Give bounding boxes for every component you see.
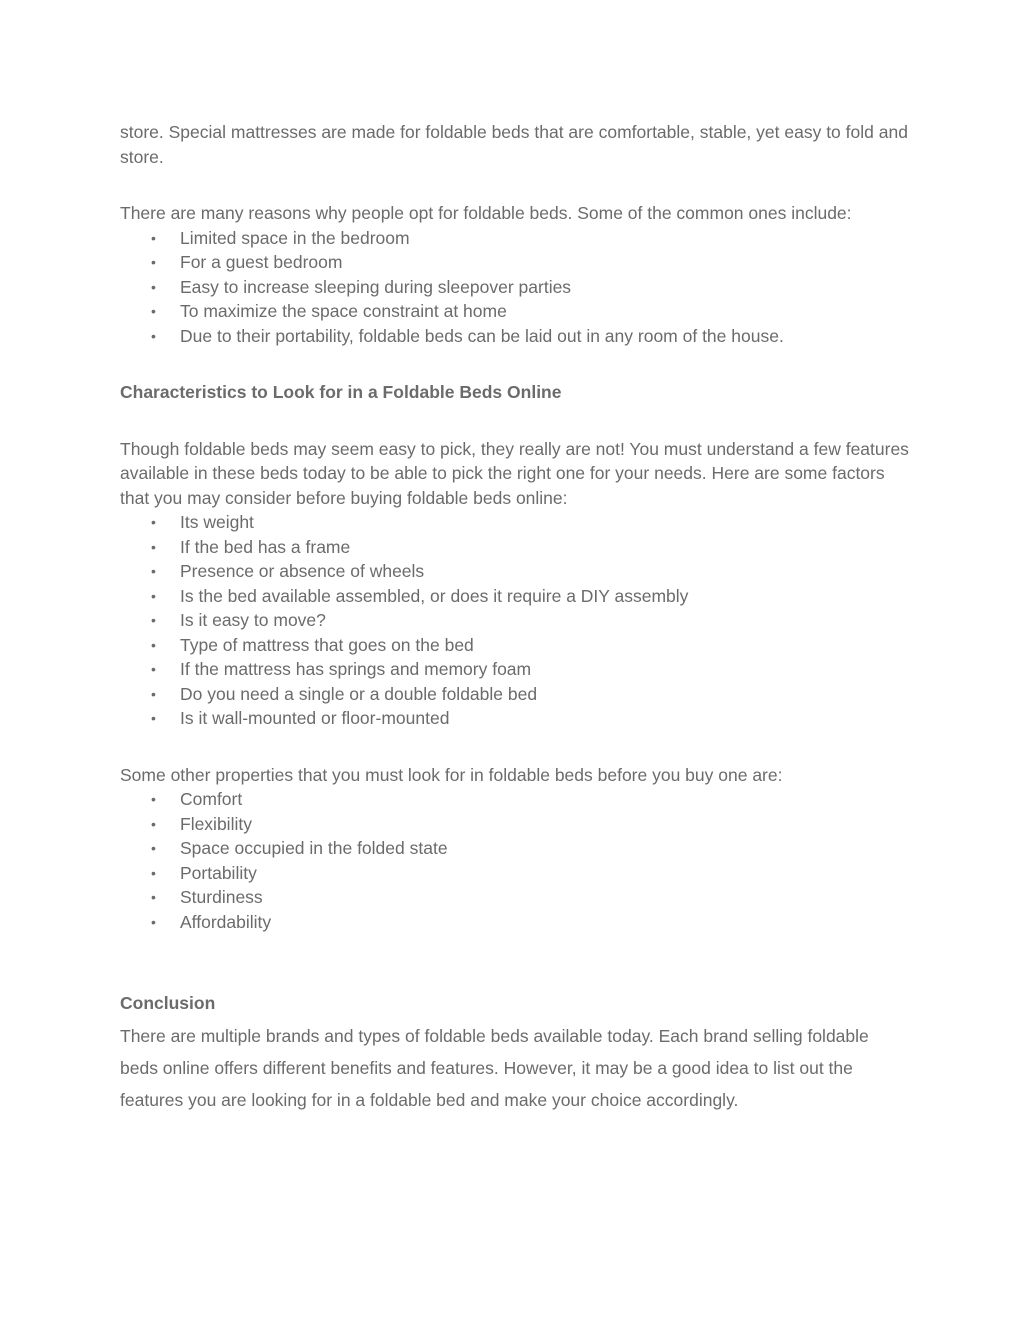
list-item: • Space occupied in the folded state (120, 836, 910, 861)
list-item: • Its weight (120, 510, 910, 535)
bullet-icon: • (151, 636, 156, 653)
bullet-icon: • (151, 815, 156, 832)
list-item: • To maximize the space constraint at home (120, 299, 910, 324)
bullet-icon: • (151, 514, 156, 530)
list-item: • Presence or absence of wheels (120, 559, 910, 584)
reasons-list (120, 226, 910, 349)
bullet-icon: • (151, 864, 156, 881)
characteristics-heading: Characteristics to Look for in a Foldable Beds Online (120, 382, 562, 402)
list-item: • Is the bed available assembled, or does it require a DIY assembly (120, 584, 910, 609)
conclusion-paragraph: There are multiple brands and types of foldable beds available today. Each brand selling foldable beds online offers different benefits and features. However, it may be a good idea to list out the features you are looking for in a foldable bed and make your choice accordingly. (120, 1025, 869, 1110)
list-item: • Flexibility (120, 812, 910, 837)
bullet-icon: • (151, 840, 156, 856)
document-page (120, 120, 910, 1116)
bullet-icon: • (151, 278, 156, 295)
bullet-icon: • (151, 661, 156, 677)
characteristics-list (120, 510, 910, 731)
bullet-icon: • (151, 229, 156, 246)
bullet-icon: • (151, 587, 156, 604)
properties-lead: Some other properties that you must look for in foldable beds before you buy one are: (120, 764, 783, 785)
bullet-icon: • (151, 913, 156, 930)
reasons-lead: There are many reasons why people opt for foldable beds. Some of the common ones include: (120, 203, 852, 223)
bullet-icon: • (151, 254, 156, 270)
list-item: • Do you need a single or a double foldable bed (120, 682, 910, 707)
bullet-icon: • (151, 538, 156, 555)
list-item: • Portability (120, 861, 910, 886)
bullet-icon: • (151, 710, 156, 726)
bullet-icon: • (151, 791, 156, 807)
list-item: • Type of mattress that goes on the bed (120, 633, 910, 658)
bullet-icon: • (151, 612, 156, 628)
bullet-icon: • (151, 563, 156, 579)
bullet-icon: • (151, 327, 156, 344)
list-item: • Easy to increase sleeping during sleepover parties (120, 275, 910, 300)
list-item: • Due to their portability, foldable beds can be laid out in any room of the house. (120, 324, 910, 349)
list-item: • Sturdiness (120, 885, 910, 910)
properties-list (120, 787, 910, 934)
list-item: • Limited space in the bedroom (120, 226, 910, 251)
bullet-icon: • (151, 303, 156, 319)
list-item: • Is it wall-mounted or floor-mounted (120, 706, 910, 731)
characteristics-lead: Though foldable beds may seem easy to pick, they really are not! You must understand a few features available in these beds today to be able to pick the right one for your needs. Here are some factors that you may consider before buying foldable beds online: (120, 438, 909, 508)
list-item: • Comfort (120, 787, 910, 812)
list-item: • For a guest bedroom (120, 250, 910, 275)
list-item: • If the bed has a frame (120, 535, 910, 560)
bullet-icon: • (151, 685, 156, 702)
intro-paragraph: store. Special mattresses are made for foldable beds that are comfortable, stable, yet easy to fold and store. (120, 122, 908, 167)
list-item: • Is it easy to move? (120, 608, 910, 633)
conclusion-heading: Conclusion (120, 993, 216, 1013)
list-item: • Affordability (120, 910, 910, 935)
list-item: • If the mattress has springs and memory foam (120, 657, 910, 682)
bullet-icon: • (151, 889, 156, 905)
